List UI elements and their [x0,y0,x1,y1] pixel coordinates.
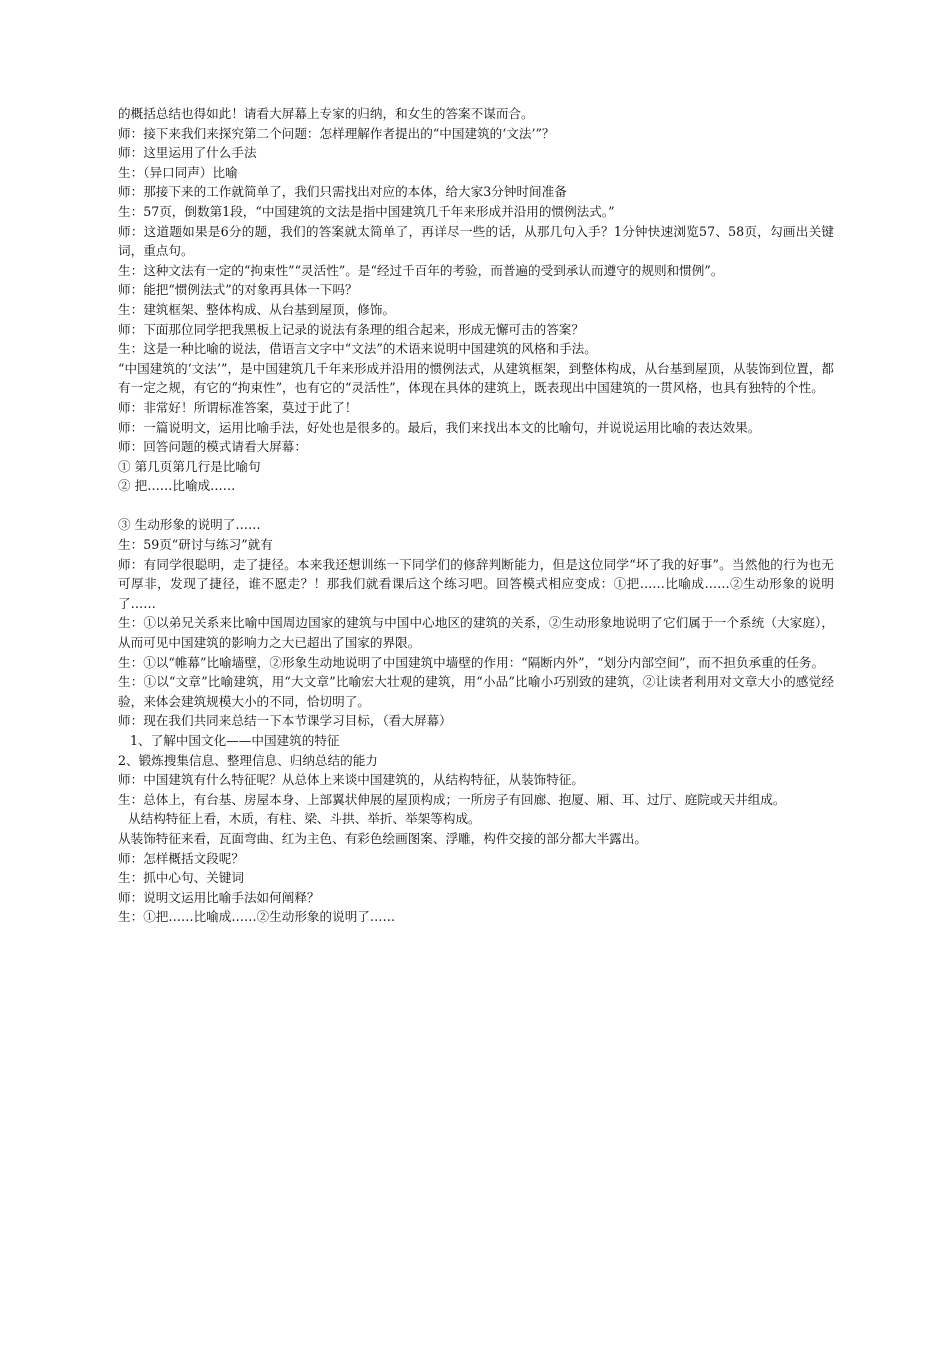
list-item: ③ 生动形象的说明了…… [118,517,261,533]
paragraph: 的概括总结也得如此！请看大屏幕上专家的归纳，和女生的答案不谋而合。 [118,106,534,121]
paragraph: 生：（异口同声）比喻 [118,164,238,180]
paragraph: 生：这是一种比喻的说法，借语言文字中“文法”的术语来说明中国建筑的风格和手法。 [118,341,597,357]
paragraph: 师：怎样概括文段呢？ [118,850,244,866]
paragraph: 师：非常好！所谓标准答案，莫过于此了！ [118,399,358,415]
paragraph: 生：①以“文章”比喻建筑，用“大文章”比喻宏大壮观的建筑，用“小品”比喻小巧别致的建筑，②让读者利用对文章大小的感觉经验，来体会建筑规模大小的不同，恰切明了。 [118,674,834,709]
paragraph: 师：能把“惯例法式”的对象再具体一下吗？ [118,282,358,298]
paragraph: 生：建筑框架、整体构成、从台基到屋顶，修饰。 [118,301,396,317]
paragraph: 师：说明文运用比喻手法如何阐释？ [118,889,320,905]
blank-line [118,496,834,516]
paragraph: 师：现在我们共同来总结一下本节课学习目标，（看大屏幕） [118,713,452,729]
list-item: ① 第几页第几行是比喻句 [118,458,261,474]
paragraph: 生：抓中心句、关键词 [118,870,244,886]
paragraph: 生：57页，倒数第1段，“中国建筑的文法是指中国建筑几千年来形成并沿用的惯例法式。” [118,203,615,219]
paragraph: 生：这种文法有一定的“拘束性”“灵活性”。是“经过千百年的考验，而普遍的受到承认而遵守的规则和惯例”。 [118,262,724,278]
paragraph: 师：有同学很聪明，走了捷径。本来我还想训练一下同学们的修辞判断能力，但是这位同学“坏了我的好事”。当然他的行为也无可厚非，发现了捷径，谁不愿走？！那我们就看课后这个练习吧。回答模式相应变成：①把……比喻成……②生动形象的说明了…… [118,556,834,611]
objective-item: 1、了解中国文化——中国建筑的特征 [130,733,340,748]
paragraph: 从装饰特征来看，瓦面弯曲、红为主色、有彩色绘画图案、浮雕，构件交接的部分都大半露出。 [118,830,647,846]
paragraph: 生：①以“帷幕”比喻墙壁，②形象生动地说明了中国建筑中墙壁的作用：“隔断内外”，“划分内部空间”，而不担负承重的任务。 [118,654,825,670]
paragraph: 师：那接下来的工作就简单了，我们只需找出对应的本体，给大家3分钟时间准备 [118,184,567,200]
document-page [118,104,834,927]
objective-item: 2、锻炼搜集信息、整理信息、归纳总结的能力 [118,752,378,768]
paragraph: 师：这道题如果是6分的题，我们的答案就太简单了，再详尽一些的话，从那几句入手？1分钟快速浏览57、58页，勾画出关键词，重点句。 [118,223,834,259]
paragraph: 师：接下来我们来探究第二个问题：怎样理解作者提出的“中国建筑的‘文法’”？ [118,125,555,141]
paragraph: 生：①把……比喻成……②生动形象的说明了…… [118,909,396,925]
paragraph: 从结构特征上看，木质，有柱、梁、斗拱、举折、举架等构成。 [128,811,481,827]
paragraph: 师：回答问题的模式请看大屏幕： [118,439,307,455]
paragraph: “中国建筑的‘文法’”，是中国建筑几千年来形成并沿用的惯例法式，从建筑框架，到整体构成，从台基到屋顶，从装饰到位置，都有一定之规，有它的“拘束性”，也有它的“灵活性”，体现在具体的建筑上，既表现出中国建筑的一贯风格，也具有独特的个性。 [118,360,834,396]
paragraph: 师：下面那位同学把我黑板上记录的说法有条理的组合起来，形成无懈可击的答案？ [118,321,584,337]
paragraph: 师：这里运用了什么手法 [118,145,257,161]
paragraph: 生：总体上，有台基、房屋本身、上部翼状伸展的屋顶构成；一所房子有回廊、抱厦、厢、耳、过厅、庭院或天井组成。 [118,791,786,807]
paragraph: 生：①以弟兄关系来比喻中国周边国家的建筑与中国中心地区的建筑的关系，②生动形象地说明了它们属于一个系统（大家庭），从而可见中国建筑的影响力之大已超出了国家的界限。 [118,615,834,651]
list-item: ② 把……比喻成…… [118,478,236,494]
paragraph: 生：59页“研讨与练习”就有 [118,537,273,553]
paragraph: 师：一篇说明文，运用比喻手法，好处也是很多的。最后，我们来找出本文的比喻句，并说说运用比喻的表达效果。 [118,419,761,435]
paragraph: 师：中国建筑有什么特征呢？从总体上来谈中国建筑的，从结构特征，从装饰特征。 [118,772,584,788]
